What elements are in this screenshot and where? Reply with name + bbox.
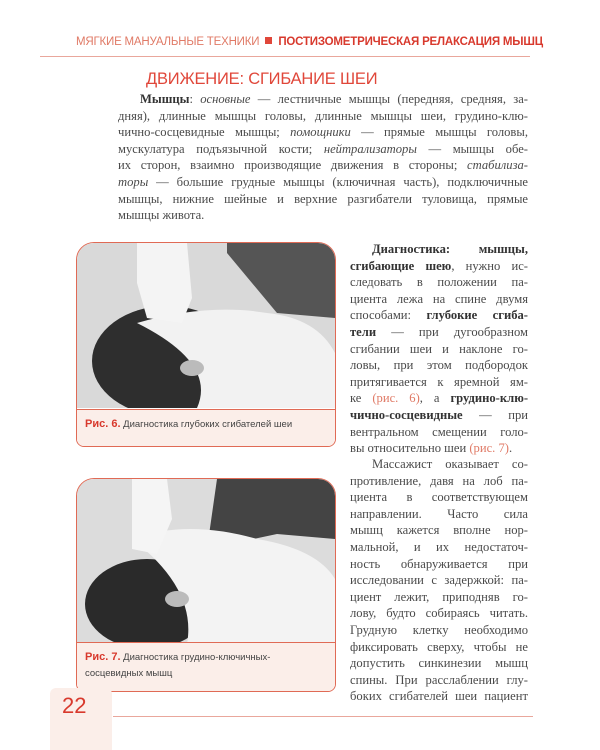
running-header <box>76 36 543 48</box>
text-segment: циент лежит, приподняв го- <box>350 589 528 604</box>
page-title: ДВИЖЕНИЕ: СГИБАНИЕ ШЕИ <box>146 70 378 88</box>
text-segment: — лестничные мышцы (передняя, средняя, за- <box>250 92 528 106</box>
text-segment: . <box>508 441 513 456</box>
intro-paragraph <box>118 91 528 224</box>
text-segment: их сторон, взаимно производящие движения в стороны; <box>118 158 468 173</box>
text-line <box>350 424 528 441</box>
text-line <box>118 207 528 224</box>
text-segment: циента в соответствующем <box>350 490 528 505</box>
figure-7 <box>76 478 336 692</box>
bold-text: Мышцы <box>140 92 190 106</box>
text-line <box>350 556 528 573</box>
header-divider <box>40 56 530 57</box>
figure-7-caption <box>77 642 335 691</box>
massage-paragraph <box>350 456 528 705</box>
text-line <box>118 191 528 208</box>
figure-6-caption <box>77 409 335 446</box>
text-segment: сгибании шеи и наклоне го- <box>350 341 528 356</box>
text-segment: , а <box>419 391 451 406</box>
figure-7-photo <box>77 479 335 644</box>
text-line <box>350 489 528 506</box>
italic-text: нейтрализаторы <box>323 141 417 156</box>
text-segment: — при <box>462 407 528 422</box>
text-line <box>350 407 528 424</box>
figure-6-photo <box>77 243 335 408</box>
text-line <box>350 357 528 374</box>
text-line <box>350 622 528 639</box>
text-line <box>350 572 528 589</box>
figure-reference-link[interactable]: (рис. 7) <box>469 441 509 456</box>
text-segment: : <box>189 92 201 106</box>
text-segment: противление, давя на лоб па- <box>350 473 528 488</box>
text-line <box>350 440 528 457</box>
text-line <box>350 672 528 689</box>
italic-text: основные <box>200 92 251 106</box>
text-segment: следовать в положении па- <box>350 275 528 290</box>
text-line <box>350 324 528 341</box>
text-line <box>118 91 528 108</box>
text-segment: вы относительно шеи <box>350 441 470 456</box>
text-segment: циента лежа на спине двумя <box>350 291 528 306</box>
text-line <box>350 241 528 258</box>
bold-text: тели <box>350 324 377 339</box>
text-segment: — прямые мышцы головы, <box>350 125 528 140</box>
text-line <box>350 506 528 523</box>
text-line <box>350 456 528 473</box>
text-line <box>350 274 528 291</box>
text-segment: мускулатура подъязычной кости; <box>118 141 324 156</box>
text-segment: мышц кажется вполне нор- <box>350 523 528 538</box>
text-line <box>118 157 528 174</box>
text-line <box>350 688 528 705</box>
text-line <box>350 605 528 622</box>
text-line <box>350 374 528 391</box>
text-line <box>350 539 528 556</box>
figure-6 <box>76 242 336 447</box>
italic-text: помощники <box>290 125 351 140</box>
separator-square-icon <box>265 37 272 44</box>
text-line <box>350 589 528 606</box>
text-segment: вентральном смещении голо- <box>350 424 528 439</box>
text-segment: ловы, при этом подбородок <box>350 358 528 373</box>
bold-text: глубокие сгиба- <box>426 308 528 323</box>
text-segment: , нужно ис- <box>451 258 528 273</box>
text-line <box>350 473 528 490</box>
text-segment: лову, будто собираясь читать. <box>350 606 528 621</box>
text-segment: мальной, и их недостаточ- <box>350 539 528 554</box>
text-segment: направлении. Часто сила <box>350 506 528 521</box>
text-line <box>118 108 528 125</box>
text-line <box>118 124 528 141</box>
figure-7-caption-text: Диагностика грудино-ключичных-сосцевидных мышц <box>85 652 271 679</box>
text-line <box>118 174 528 191</box>
diagnostics-paragraph <box>350 241 528 457</box>
section-title: МЯГКИЕ МАНУАЛЬНЫЕ ТЕХНИКИ <box>76 36 260 48</box>
chapter-title: ПОСТИЗОМЕТРИЧЕСКАЯ РЕЛАКСАЦИЯ МЫШЦ <box>278 36 543 48</box>
text-segment: исследовании с задержкой: па- <box>350 573 528 588</box>
text-segment: боких сгибателей шеи пациент <box>350 689 528 704</box>
figure-6-caption-text: Диагностика глубоких сгибателей шеи <box>123 419 293 430</box>
bold-text: грудино-клю- <box>450 391 529 406</box>
text-segment: — при дугообразном <box>376 324 528 339</box>
text-line <box>350 655 528 672</box>
text-segment: ность обнаруживается при <box>350 556 528 571</box>
text-line <box>350 639 528 656</box>
text-segment: мышцы, нижние шейные и верхние разгибатели туловища, прямые <box>118 191 528 206</box>
text-segment: спины. При расслаблении глу- <box>350 672 528 687</box>
footer-divider <box>113 716 533 717</box>
text-segment: мышцы живота. <box>118 208 205 223</box>
text-line <box>350 291 528 308</box>
text-segment: Массажист оказывает со- <box>372 457 528 471</box>
text-segment: ке <box>350 391 373 406</box>
text-segment: — большие грудные мышцы (ключичная часть), подключичные <box>148 174 528 189</box>
text-line <box>350 522 528 539</box>
text-line <box>350 341 528 358</box>
text-segment: способами: <box>350 308 427 323</box>
text-segment: дняя), длинные мышцы головы, длинные мышцы шеи, грудино-клю- <box>118 108 528 123</box>
figure-6-number: Рис. 6. <box>85 418 121 430</box>
italic-text: стабилиза- <box>467 158 528 173</box>
text-segment: притягивается к яремной ям- <box>350 374 528 389</box>
bold-text: чично-сосцевидные <box>350 407 463 422</box>
text-line <box>350 258 528 275</box>
text-segment: Грудную клетку необходимо <box>350 622 528 637</box>
text-line <box>118 141 528 158</box>
italic-text: торы <box>118 174 149 189</box>
bold-text: сгибающие шею <box>350 258 452 273</box>
text-line <box>350 390 528 407</box>
text-segment: — мышцы обе- <box>416 141 528 156</box>
text-line <box>350 307 528 324</box>
page-number: 22 <box>62 693 87 718</box>
figure-reference-link[interactable]: (рис. 6) <box>372 391 420 406</box>
text-segment: чично-сосцевидные мышцы; <box>118 125 291 140</box>
text-segment: допустить синкинезии мышц <box>350 656 528 671</box>
figure-7-number: Рис. 7. <box>85 651 121 663</box>
bold-text: Диагностика: мышцы, <box>372 242 528 256</box>
text-segment: фиксировать сверху, чтобы не <box>350 639 528 654</box>
